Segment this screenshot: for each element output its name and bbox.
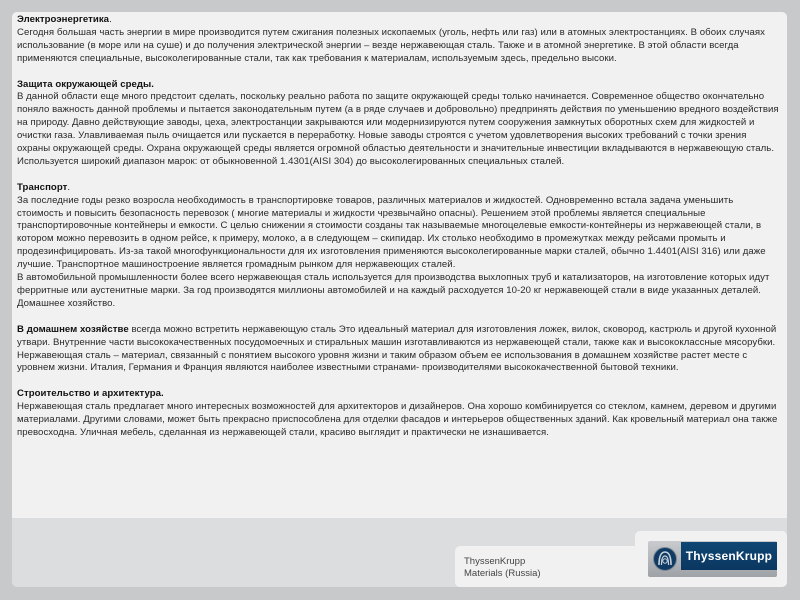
section-text: всегда можно встретить нержавеющую сталь Это идеальный материал для изготовления ложек, вилок, сковород, кастрюль и другой кухонной утвари. Внутренние части высококачественных посудомоечных и стиральных машин изготавливаются из нержавеющей стали, также как и высококлассные мясорубки. Нержавеющая сталь – материал, связанный с понятием высокого уровня жизни и таким образом объем ее использования в домашнем хозяйстве растет месте с уровнем жизни. Италия, Германия и Франция являются наиболее известными странами- производителями высококачественной бытовой техники.	[17, 323, 777, 374]
logo-wordmark: ThyssenKrupp	[681, 542, 777, 570]
section-text-auto: В автомобильной промышленности более всего нержавеющая сталь используется для производства выхлопных труб и катализаторов, на изготовление которых идут ферритные или аустенитные марки. За год производятся миллионы автомобилей и на каждый расходуется 10-20 кг нержавеющей стали в виде указанных деталей.	[17, 272, 770, 296]
company-name: ThyssenKrupp Materials (Russia)	[464, 556, 541, 579]
section-heading: Транспорт	[17, 181, 68, 193]
section-heading: Электроэнергетика	[17, 14, 110, 25]
section-text: Нержавеющая сталь предлагает много интересных возможностей для архитекторов и дизайнеров. Она хорошо комбинируется со стеклом, камнем, деревом и другими материалами. Другими словами, может быть прекрасно приспособлена для отделки фасадов и интерьеров общественных зданий. Как кровельный материал она также превосходна. Уличная мебель, сделанная из нержавеющей стали, красиво выглядит и практически не изнашивается.	[17, 401, 778, 438]
content-panel	[12, 12, 787, 587]
section-text: За последние годы резко возросла необходимость в транспортировке товаров, различных материалов и жидкостей. Одновременно встала задача уменьшить стоимость и повысить безопасность перевозок ( многие материалы и жидкости чрезвычайно опасны). Решением этой проблемы является специальные транспортировочные контейнеры и емкости. С целью снижении я стоимости созданы так называемые многоцелевые емкости-контейнеры из нержавеющей стали, в котором можно перевозить в одном рейсе, к примеру, молоко, а в следующем – скипидар. Их столько необходимо в промежутках между рейсами промыть и продезинфицировать. Из-за такой многофункциональности для их изготовления применяются высоколегированные марки сталей, обычно 1.4401(AISI 316) или даже лучшие. Транспортное машиностроение является громадным рынком для нержавеющих сталей.	[17, 194, 766, 271]
section-text: В данной области еще много предстоит сделать, поскольку реально работа по защите окружающей среды только начинается. Современное общество окончательно поняло важность данной проблемы и пытается законодательным путем (а в ряде случаев и добровольно) предпринять действия по уменьшению вредного воздействия на природу. Давно действующие заводы, цеха, электростанции закрываются или модернизируются путем сооружения замкнутых оборотных схем для жидкостей и очистки газа. Улавливаемая пыль очищается или пускается в переработку. Новые заводы строятся с учетом удовлетворения высоких требований с точки зрения охраны окружающей среды. Охрана окружающей среды является огромной областью деятельности и значительные инвестиции вкладываются в нержавеющую сталь. Используется широкий диапазон марок: от обыкновенной 1.4301(AISI 304) до высоколегированных специальных сталей.	[17, 91, 779, 167]
section-heading: В домашнем хозяйстве	[17, 323, 129, 335]
thyssenkrupp-arch-emblem-icon	[653, 547, 677, 571]
section-text-household-label: Домашнее хозяйство.	[17, 297, 116, 309]
section-power: Электроэнергетика. Сегодня большая часть энергии в мире производится путем сжигания полезных ископаемых (уголь, нефть или газ) или в атомных электростанциях. В обоих случаях использование (в море или на суше) и до получения электрической энергии – везде нержавеющая сталь. Также и в атомной энергетике. В этой области всегда применяются специальные, высоколегированные стали, так как требования к материалам, используемым здесь, предельно высоки.	[17, 14, 765, 64]
section-text: Сегодня большая часть энергии в мире производится путем сжигания полезных ископаемых (уголь, нефть или газ) или в атомных электростанциях. В обоих случаях использование (в море или на суше) и до получения электрической энергии – везде нержавеющая сталь. Также и в атомной энергетике. В этой области всегда применяются специальные, высоколегированные стали, так как требования к материалам, используемым здесь, предельно высоки.	[17, 26, 765, 64]
section-heading: Защита окружающей среды.	[17, 78, 155, 90]
section-transport: Транспорт. За последние годы резко возросла необходимость в транспортировке товаров, различных материалов и жидкостей. Одновременно встала задача уменьшить стоимость и повысить безопасность перевозок ( многие материалы и жидкости чрезвычайно опасны). Решением этой проблемы является специальные транспортировочные контейнеры и емкости. С целью снижении я стоимости созданы так называемые многоцелевые емкости-контейнеры из нержавеющей стали, в котором можно перевозить в одном рейсе, к примеру, молоко, а в следующем – скипидар. Их столько необходимо в промежутках между рейсами промыть и продезинфицировать. Из-за такой многофункциональности для их изготовления применяются высоколегированные марки сталей, обычно 1.4401(AISI 316) или даже лучшие. Транспортное машиностроение является громадным рынком для нержавеющих сталей. В автомобильной промышленности более всего нержавеющая сталь используется для производства выхлопных труб и катализаторов, на изготовление которых идут ферритные или аустенитные марки. За год производятся миллионы автомобилей и на каждый расходуется 10-20 кг нержавеющей стали в виде указанных деталей. Домашнее хозяйство.	[17, 181, 770, 309]
thyssenkrupp-logo	[648, 541, 777, 577]
section-construction	[17, 388, 782, 440]
section-household	[17, 324, 782, 376]
document-body	[17, 14, 782, 453]
section-environment	[17, 79, 782, 169]
section-heading: Строительство и архитектура.	[17, 388, 164, 400]
